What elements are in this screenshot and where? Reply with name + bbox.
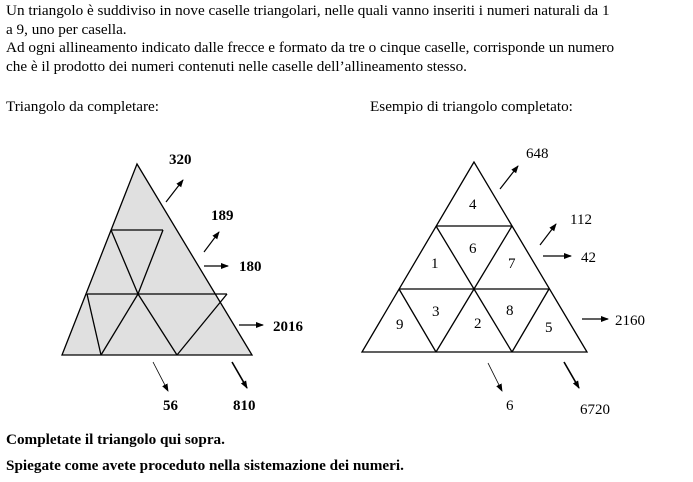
- product-right: 2016: [273, 319, 303, 335]
- cell-number: 6: [469, 241, 477, 257]
- instruction-explain: Spiegate come avete proceduto nella sistemazione dei numeri.: [6, 457, 404, 474]
- triangle-to-complete: [62, 152, 304, 414]
- intro-line-1: Un triangolo è suddiviso in nove caselle triangolari, nelle quali vanno inseriti i numeri naturali da 1: [6, 2, 610, 19]
- arrow-bottom-right: [564, 362, 579, 388]
- arrow-bottom-right: [232, 362, 247, 388]
- intro-line-3: Ad ogni allineamento indicato dalle frecce e formato da tre o cinque caselle, corrisponde un numero: [6, 39, 615, 57]
- product-bottom-right: 810: [233, 398, 256, 414]
- empty-cell[interactable]: [127, 190, 147, 212]
- arrow-top: [166, 180, 183, 202]
- arrow-upper-right: [540, 224, 556, 245]
- product-bottom-left: 6: [506, 398, 514, 414]
- intro-line-4: che è il prodotto dei numeri contenuti nelle caselle dell’allineamento stesso.: [6, 57, 467, 75]
- empty-cell[interactable]: [128, 245, 148, 267]
- triangle-outline-left: [62, 164, 252, 355]
- cell-number: 4: [469, 197, 477, 213]
- cell-number: 1: [431, 256, 439, 272]
- arrow-bottom-left: [153, 362, 168, 391]
- empty-cell[interactable]: [103, 256, 123, 278]
- product-bottom-right: 6720: [580, 402, 610, 418]
- arrow-bottom-left: [488, 363, 502, 391]
- product-bottom-left: 56: [163, 398, 178, 414]
- empty-cell[interactable]: [162, 256, 182, 278]
- cell-number: 2: [474, 316, 482, 332]
- product-upper-right: 189: [211, 208, 234, 224]
- product-right: 2160: [615, 313, 645, 329]
- product-top: 648: [526, 146, 549, 162]
- product-middle-right: 180: [239, 259, 262, 275]
- cell-number: 9: [396, 317, 404, 333]
- arrow-upper-right: [204, 232, 219, 252]
- arrow-top: [500, 166, 518, 189]
- cell-number: 3: [432, 304, 440, 320]
- intro-line-2: a 9, uno per casella.: [6, 20, 127, 38]
- label-to-complete: Triangolo da completare:: [6, 98, 159, 115]
- product-top: 320: [169, 152, 192, 168]
- cell-number: 5: [545, 320, 553, 336]
- product-upper-right: 112: [570, 212, 592, 228]
- product-middle-right: 42: [581, 250, 596, 266]
- label-example: Esempio di triangolo completato:: [370, 98, 573, 115]
- cell-number: 7: [508, 256, 516, 272]
- triangle-example: [362, 146, 645, 418]
- instruction-complete: Completate il triangolo qui sopra.: [6, 431, 225, 448]
- cell-number: 8: [506, 303, 514, 319]
